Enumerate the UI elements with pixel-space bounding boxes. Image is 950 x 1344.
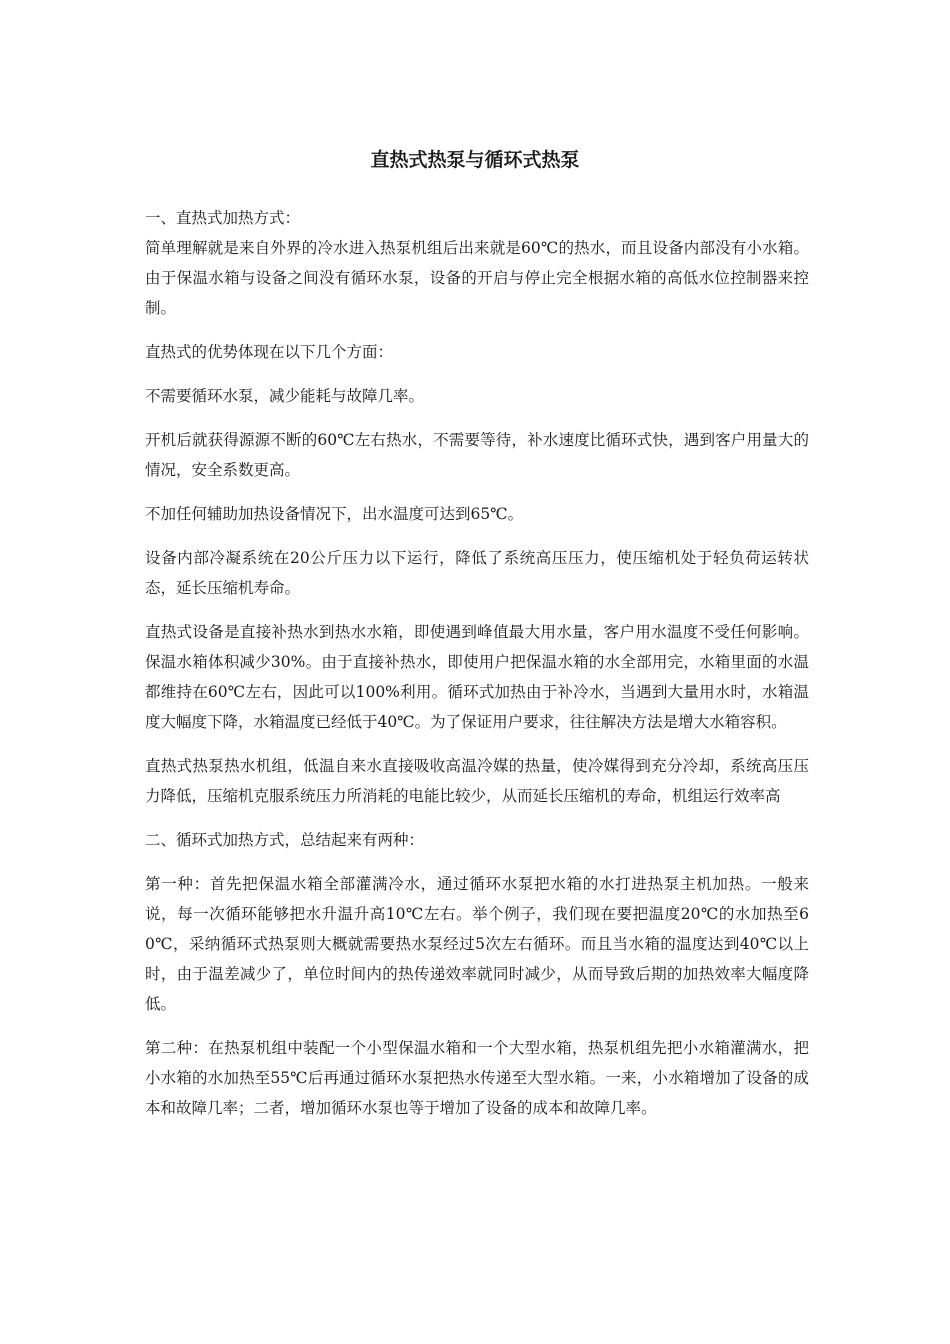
paragraph-advantage-outlet-temperature: 不加任何辅助加热设备情况下，出水温度可达到65℃。	[145, 505, 524, 523]
paragraph-direct-definition: 简单理解就是来自外界的冷水进入热泵机组后出来就是60℃的热水，而且设备内部没有小水箱。由于保温水箱与设备之间没有循环水泵，设备的开启与停止完全根据水箱的高低水位控制器来控制。	[145, 239, 809, 317]
paragraph-advantage-no-pump: 不需要循环水泵，减少能耗与故障几率。	[145, 387, 425, 405]
paragraph-circulating-type-two: 第二种：在热泵机组中装配一个小型保温水箱和一个大型水箱，热泵机组先把小水箱灌满水，把小水箱的水加热至55℃后再通过循环水泵把热水传递至大型水箱。一来，小水箱增加了设备的成本和故障几率；二者，增加循环水泵也等于增加了设备的成本和故障几率。	[145, 1039, 809, 1117]
paragraph-advantage-low-pressure: 设备内部冷凝系统在20公斤压力以下运行，降低了系统高压压力，使压缩机处于轻负荷运转状态，延长压缩机寿命。	[145, 549, 809, 597]
document-body	[145, 203, 809, 1137]
document-title: 直热式热泵与循环式热泵	[370, 149, 580, 171]
paragraph-advantage-instant-hot-water: 开机后就获得源源不断的60℃左右热水，不需要等待，补水速度比循环式快，遇到客户用量大的情况，安全系数更高。	[145, 431, 809, 479]
paragraph-advantages-intro: 直热式的优势体现在以下几个方面：	[145, 343, 394, 361]
paragraph-advantage-direct-refill: 直热式设备是直接补热水到热水水箱，即使遇到峰值最大用水量，客户用水温度不受任何影响。保温水箱体积减少30%。由于直接补热水，即使用户把保温水箱的水全部用完，水箱里面的水温都维持在60℃左右，因此可以100%利用。循环式加热由于补冷水，当遇到大量用水时，水箱温度大幅度下降，水箱温度已经低于40℃。为了保证用户要求，往往解决方法是增大水箱容积。	[145, 623, 809, 731]
section-heading-circulating-heating: 二、循环式加热方式，总结起来有两种：	[145, 831, 425, 849]
section-heading-direct-heating: 一、直热式加热方式：	[145, 209, 301, 227]
paragraph-advantage-efficiency: 直热式热泵热水机组，低温自来水直接吸收高温冷媒的热量，使冷媒得到充分冷却，系统高压压力降低，压缩机克服系统压力所消耗的电能比较少，从而延长压缩机的寿命，机组运行效率高	[145, 757, 809, 805]
paragraph-circulating-type-one: 第一种：首先把保温水箱全部灌满冷水，通过循环水泵把水箱的水打进热泵主机加热。一般来说，每一次循环能够把水升温升高10℃左右。举个例子，我们现在要把温度20℃的水加热至60℃，采纳循环式热泵则大概就需要热水泵经过5次左右循环。而且当水箱的温度达到40℃以上时，由于温差减少了，单位时间内的热传递效率就同时减少，从而导致后期的加热效率大幅度降低。	[145, 875, 809, 1013]
